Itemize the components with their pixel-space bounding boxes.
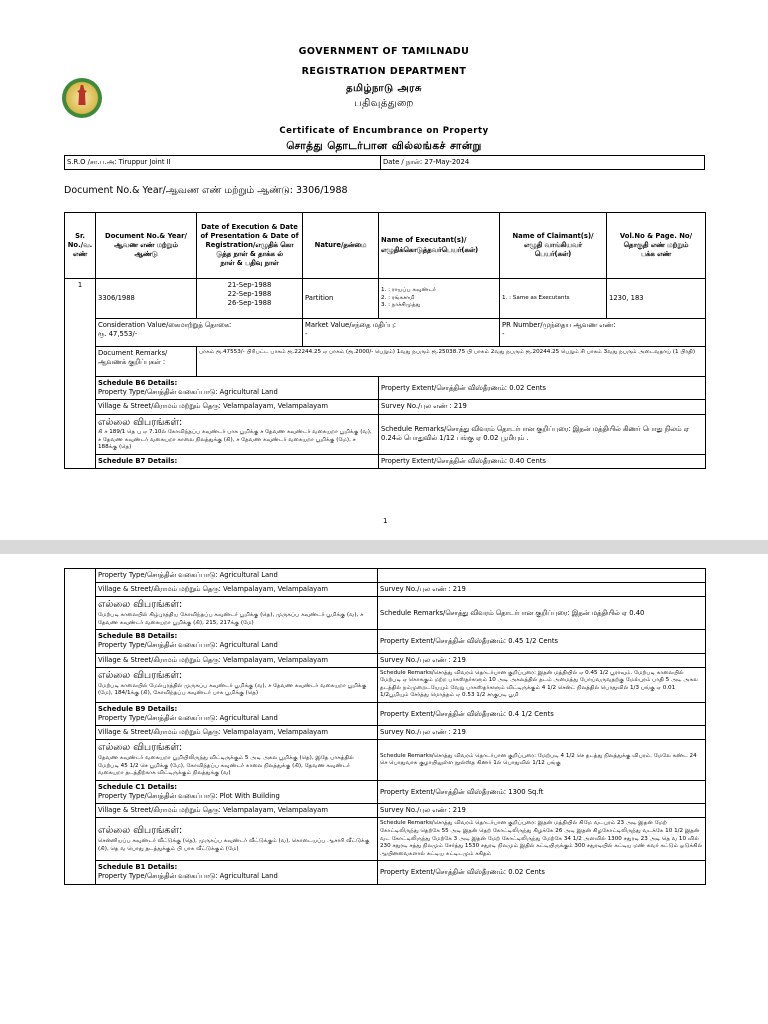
schedule-b7-village: Village & Street/கிராமம் மற்றும் தெரு: Velampalayam, Velampalayam xyxy=(96,583,378,597)
schedule-b6-type: Property Type/சொத்தின் வகைப்பாடு: Agricultural Land xyxy=(98,388,278,397)
row-vol-page: 1230, 183 xyxy=(607,279,706,319)
schedule-b8-boundary-title: எல்லை விபரங்கள்: xyxy=(98,669,183,681)
header-government: GOVERNMENT OF TAMILNADU xyxy=(298,46,470,57)
schedule-c1-boundary-title: எல்லை விபரங்கள்: xyxy=(98,825,183,837)
schedule-c1-boundary: சென்னியப்ப கவுண்டர் வீட்டுக்கு (தெ), முருகப்ப கவுண்டர் வீட்டுக்கும் (வ), கொடையப்ப ஆசாரி வீட்டுக்கு (கி), தெ வ பொது தடத்துக்கும் பி பாக வீட்டுக்கும் (மே) xyxy=(98,838,370,852)
consideration-value: ரூ. 47,553/- xyxy=(98,330,138,339)
schedule-b6-boundary: கி ச 189/1 தெ பு ஏ 7.10ல் கோவிந்தப்ப கவுண்டர் பாக பூமிக்கு ச தேவண கவுண்டர் வகையறா பூமிக்கு (வ), ச தேவண கவுண்டர் வகையறா காலை நிலத்துக்கு (கி), ச தேவண கவுண்டர் வகையறா பூமிக்கு (மே), ச 188க்கு (தெ) xyxy=(98,429,372,451)
col-nature: Nature/தன்மை xyxy=(303,213,379,279)
schedule-b9-village: Village & Street/கிராமம் மற்றும் தெரு: Velampalayam, Velampalayam xyxy=(96,726,378,740)
schedule-b7-remarks: Schedule Remarks/சொத்து விவரம் தொடர்பான குறிப்புரை: இதன் மத்தியில் ஏ 0.40 xyxy=(378,597,706,630)
document-remarks-label: Document Remarks/ ஆவணக் குறிப்புகள் : xyxy=(96,347,197,377)
schedule-b8-title: Schedule B8 Details: xyxy=(98,632,178,641)
schedule-b9-extent: Property Extent/சொத்தின் விஸ்தீரணம்: 0.4 1/2 Cents xyxy=(378,702,706,725)
row-executants xyxy=(379,279,500,319)
schedule-c1-survey: Survey No./புல எண் : 219 xyxy=(378,804,706,818)
schedule-b9-boundary-title: எல்லை விபரங்கள்: xyxy=(98,742,183,754)
schedule-b6-title: Schedule B6 Details: xyxy=(98,379,178,387)
pr-number-cell: PR Number/முந்தைய ஆவண எண்: - xyxy=(500,319,706,347)
schedule-b6-boundary-title: எல்லை விபரங்கள்: xyxy=(98,416,183,428)
table-row xyxy=(65,279,706,319)
schedule-b6-extent: Property Extent/சொத்தின் விஸ்தீரணம்: 0.02 Cents xyxy=(379,377,706,400)
table-header-row xyxy=(65,213,706,279)
schedule-b8-extent: Property Extent/சொத்தின் விஸ்தீரணம்: 0.45 1/2 Cents xyxy=(378,630,706,653)
date-registration: 26-Sep-1988 xyxy=(227,299,272,308)
col-claimant: Name of Claimant(s)/ எழுதி வாங்கியவர் பெயர்(கள்) xyxy=(500,213,607,279)
continuation-table xyxy=(64,568,706,885)
date-presentation: 22-Sep-1988 xyxy=(227,290,272,299)
executant-2: 2. : ரங்கசாமி xyxy=(381,294,415,301)
schedule-b6-remarks: Schedule Remarks/சொத்து விவரம் தொடர்பான குறிப்புரை: இதன் மத்தியில் கிணர் பொது நிலம் ஏ 0.24ல் பொதுவில் 1/12 பங்கு ஏ 0.02 பூமியும் . xyxy=(379,414,706,454)
date-value: 27-May-2024 xyxy=(424,158,470,166)
certificate-title: Certificate of Encumbrance on Property xyxy=(279,126,489,136)
date-execution: 21-Sep-1988 xyxy=(227,281,272,289)
schedule-b8-remarks: Schedule Remarks/சொத்து விவரம் தொடர்பான குறிப்புரை: இதன் மத்தியில் ஏ 0.45 1/2 பூராவும். மேற்படி காலையில் மேற்படி ஏ கொசுகும் மற்ற பாகஸ்தர்களும் 10 அடி அகலத்தில் தடம் அமைத்து போய்வருவதற்கு மேல்புரம் பாதி 5 அடி அகல தடத்தில் நம்முறைடயேயும் வேறு பாகஸ்தர்களும் விட்டிருக்கும் 4 1/2 சென்ட் நிலத்தில் பொதுவில் 1/3 பங்கு ஏ 0.01 1/2பூமியும் சேர்த்து மொத்தம் ஏ 0.53 1/2 சாகுபடி பூமி xyxy=(378,667,706,702)
pr-number: - xyxy=(502,330,505,339)
header-department: REGISTRATION DEPARTMENT xyxy=(301,66,467,77)
schedule-b7-title: Schedule B7 Details: xyxy=(96,454,379,468)
certificate-title-tamil: சொத்து தொடர்பான வில்லங்கச் சான்று xyxy=(286,140,482,152)
schedule-b7-survey: Survey No./புல எண் : 219 xyxy=(378,583,706,597)
schedule-c1-extent: Property Extent/சொத்தின் விஸ்தீரணம்: 1300 Sq.ft xyxy=(378,780,706,803)
row-nature: Partition xyxy=(303,279,379,319)
schedule-b9-boundary: தேவண கவுண்டர் வகையறா பூமியிலிருந்து விட்டிருக்கும் 5 அடி அகல பூமிக்கு (தெ), இதே பாகத்தில் மேற்படி 45 1/2 செ பூமிக்கு (மே), கோவிந்தப்ப கவுண்டர் காலை நிலத்துக்கு (கி), தேவண கவுண்டர் வகையறா தடத்திற்காக விட்டிருக்கும் நிலத்துக்கு (வ) xyxy=(98,755,354,777)
schedule-b7-boundary: மேற்படி காலையில் கிழ்புரத்திய கோவிந்தப்ப கவுண்டர் பூமிக்கு (தெ), முருகப்ப கவுண்டர் பூமிக்கு (வ), ச தேவண கவுண்டர் வகையறா பூமிக்கு (கி), 215, 217க்கு (மே) xyxy=(98,612,364,626)
document-number-line xyxy=(64,185,348,197)
sro-date-table xyxy=(64,155,705,170)
col-executant: Name of Executant(s)/ எழுதிக்கொடுத்தவர்பெயர்(கள்) xyxy=(379,213,500,279)
document-number-value: 3306/1988 xyxy=(296,185,348,196)
schedule-c1-village: Village & Street/கிராமம் மற்றும் தெரு: Velampalayam, Velampalayam xyxy=(96,804,378,818)
page-separator xyxy=(0,540,768,554)
date-label: Date / நாள்: xyxy=(383,158,423,166)
col-sr-no: Sr. No./வ. எண் xyxy=(65,213,96,279)
encumbrance-table xyxy=(64,212,706,469)
schedule-b9-survey: Survey No./புல எண் : 219 xyxy=(378,726,706,740)
schedule-b7-extent: Property Extent/சொத்தின் விஸ்தீரணம்: 0.40 Cents xyxy=(379,454,706,468)
row-claimant: 1. : Same as Executants xyxy=(500,279,607,319)
col-document-no: Document No.& Year/ ஆவண எண் மற்றும் ஆண்டு xyxy=(96,213,197,279)
schedule-b9-type: Property Type/சொத்தின் வகைப்பாடு: Agricultural Land xyxy=(98,714,278,723)
schedule-b7-type: Property Type/சொத்தின் வகைப்பாடு: Agricultural Land xyxy=(96,569,378,583)
document-number-label: Document No.& Year/ஆவண எண் மற்றும் ஆண்டு: xyxy=(64,185,293,196)
page-2 xyxy=(0,554,768,1024)
schedule-b8-survey: Survey No./புல எண் : 219 xyxy=(378,653,706,667)
col-vol-page: Vol.No & Page. No/ தொகுதி எண் மற்றும் பக்க எண் xyxy=(607,213,706,279)
schedule-b9-remarks: Schedule Remarks/சொத்து விவரம் தொடர்பான குறிப்புரை: மேற்படி 4 1/2 செ தடத்து நிலத்துக்கு விபரம். மேலே கண்ட 24 செ பொதுவாக குழாயிலுள்ள நூல்ஸ்த கிணர் 1ல் பொதுவில் 1/12 பங்கு xyxy=(378,740,706,780)
row-sr-no: 1 xyxy=(65,279,96,469)
tamilnadu-emblem-icon xyxy=(62,78,102,118)
remarks-row xyxy=(65,347,706,377)
schedule-b9-title: Schedule B9 Details: xyxy=(98,704,178,713)
schedule-b1-extent: Property Extent/சொத்தின் விஸ்தீரணம்: 0.02 Cents xyxy=(378,861,706,884)
header-department-tamil: பதிவுத்துறை xyxy=(354,98,414,109)
col-dates: Date of Execution & Date of Presentation & Date of Registration/எழுதிக் கொ டுத்த நாள் & தாக்க ல் நாள் & பதிவு நாள் xyxy=(197,213,303,279)
schedule-b8-boundary: மேற்படி காலையில் மேல்புரத்தில் முருகப்ப கவுண்டர் பூமிக்கு (வ), ச தேவண கவுண்டர் வகையறா பூமிக்கு (மே), 184/1க்கு (கி), கோவிந்தப்ப கவுண்டர் பாக பூமிக்கு (தெ) xyxy=(98,682,367,697)
market-value: - xyxy=(305,330,308,339)
row-document-no: 3306/1988 xyxy=(96,279,197,319)
schedule-c1-type: Property Type/சொத்தின் வகைப்பாடு: Plot With Building xyxy=(98,792,280,801)
consideration-value-cell: Consideration Value/கைமாற்றுத் தொகை: ரூ. 47,553/- xyxy=(96,319,303,347)
schedule-b1-title: Schedule B1 Details: xyxy=(98,863,178,872)
schedule-b8-village: Village & Street/கிராமம் மற்றும் தெரு: Velampalayam, Velampalayam xyxy=(96,653,378,667)
executant-3: 3. : நாச்சிமுத்து xyxy=(381,302,421,309)
schedule-b7-boundary-title: எல்லை விபரங்கள்: xyxy=(98,599,183,611)
executant-1: 1. : ராயப்ப கவுண்டர் xyxy=(381,287,436,294)
schedule-b6-village: Village & Street/கிராமம் மற்றும் தெரு: Velampalayam, Velampalayam xyxy=(96,400,379,414)
sro-label: S.R.O /சா.ப.அ: xyxy=(67,158,117,166)
market-value-cell: Market Value/சந்தை மதிப்பு: - xyxy=(303,319,500,347)
schedule-c1-remarks: Schedule Remarks/சொத்து விவரம் தொடர்பான குறிப்புரை: இதன் மத்தியில் கிமே வடபுரம் 23 அடி இதன் மேற் கோட்டிலிருந்து தெற்கே 55 அடி இதன் தெற் கோட்டிலிருந்து கிழக்கே 26 அடி இதன் கிழகோட்டிலிருந்து வடக்கே 10 1/2 இதன் வட கோட்டிலிருந்து மேற்கே 3 அடி இதன் மேற் கோட்டிலிருந்து மேற்கே 34 1/2 அளவில் 1300 சதுரடி 23 அடி தெ வ 10 வில் 230 சதுரடி சத்து நிலமும் சேர்த்து 1530 சதுரடி நிலமும் இதில் கட்டியிருக்கும் 300 சதுரடியில் கட்டிய மண் சுவர் கட்டும் ஓடுக்கில் ஆயினவைகளால் கட்டிய கட்டிடமும் சகிதம் xyxy=(378,818,706,861)
row-dates xyxy=(197,279,303,319)
schedule-c1-title: Schedule C1 Details: xyxy=(98,782,177,791)
value-row xyxy=(65,319,706,347)
schedule-b6-survey: Survey No./புல எண் : 219 xyxy=(379,400,706,414)
schedule-b1-type: Property Type/சொத்தின் வகைப்பாடு: Agricultural Land xyxy=(98,872,278,881)
document-remarks-value: பாகம் ரூ.47553/- பிரிபட்ட பாகம் ரூ.22244.25 ஏ பாகம் (ரூ.2000/- பெறும்) 1வது நபரும் ரூ.25038.75 பி பாகம் 2வது நபரும் ரூ.20244.25 பெறும் சி பாகம் 3வது நபரும் அடைவதாய் (1 பிரதி) xyxy=(197,347,706,377)
header-government-tamil: தமிழ்நாடு அரசு xyxy=(346,83,422,94)
page-number: 1 xyxy=(383,517,388,525)
schedule-b8-type: Property Type/சொத்தின் வகைப்பாடு: Agricultural Land xyxy=(98,641,278,650)
schedule-b6-row xyxy=(65,377,706,400)
sro-value: Tiruppur Joint II xyxy=(118,158,171,166)
